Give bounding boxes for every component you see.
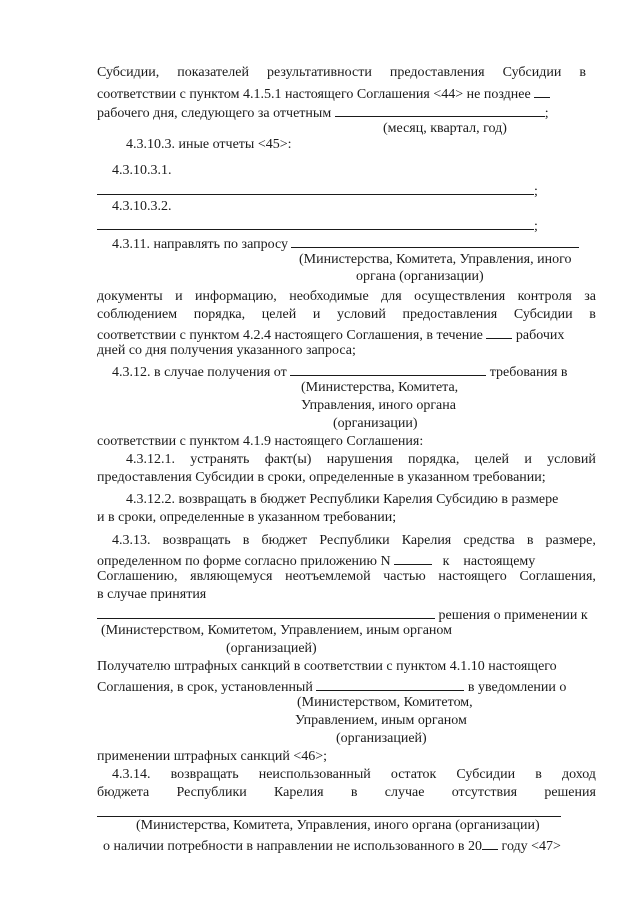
text-line: ; xyxy=(97,180,538,201)
field-caption: (Министерства, Комитета, xyxy=(301,380,459,395)
field-caption: (организацией) xyxy=(226,641,317,656)
text-line: Соглашению, являющемуся неотъемлемой частью настоящего Соглашения, xyxy=(97,569,596,584)
text-line: применении штрафных санкций <46>; xyxy=(97,749,328,764)
blank-field[interactable] xyxy=(97,215,534,230)
text-line: предоставления Субсидии в сроки, определенные в указанном требовании; xyxy=(97,470,546,485)
text-line: определенном по форме согласно приложению N к настоящему xyxy=(97,550,535,571)
text-line: 4.3.11. направлять по запросу xyxy=(112,233,579,254)
authority-blank-field[interactable] xyxy=(97,802,561,817)
field-caption: (организации) xyxy=(333,416,418,431)
field-caption: (Министерства, Комитета, Управления, иного xyxy=(299,252,572,267)
text-line: 4.3.12.2. возвращать в бюджет Республики Карелия Субсидию в размере xyxy=(126,492,559,507)
text-line: о наличии потребности в направлении не использованного в 20 году <47> xyxy=(103,835,561,856)
text-line: соответствии с пунктом 4.1.9 настоящего Соглашения: xyxy=(97,434,424,449)
authority-blank-field[interactable] xyxy=(290,361,486,376)
text-line: соответствии с пунктом 4.2.4 настоящего Соглашения, в течение рабочих xyxy=(97,324,564,345)
text-line: рабочего дня, следующего за отчетным ; xyxy=(97,102,549,123)
text-line: документы и информацию, необходимые для осуществления контроля за xyxy=(97,289,596,304)
text-line: Соглашения, в срок, установленный в уведомлении о xyxy=(97,676,566,697)
field-caption: (Министерством, Комитетом, Управлением, иным органом xyxy=(101,623,453,638)
period-blank-field[interactable] xyxy=(335,102,545,117)
blank-field[interactable] xyxy=(97,180,534,195)
text-line: Получателю штрафных санкций в соответствии с пунктом 4.1.10 настоящего xyxy=(97,659,557,674)
text-line: ; xyxy=(97,215,538,236)
authority-blank-field[interactable] xyxy=(291,233,579,248)
year-blank-field[interactable] xyxy=(482,835,498,850)
field-caption: (месяц, квартал, год) xyxy=(383,121,507,136)
appendix-number-field[interactable] xyxy=(394,550,432,565)
text-line: 4.3.12.1. устранять факт(ы) нарушения порядка, целей и условий xyxy=(126,452,596,467)
field-caption: (организацией) xyxy=(336,731,427,746)
text-line: соблюдением порядка, целей и условий предоставления Субсидии в xyxy=(97,307,596,322)
text-line: бюджета Республики Карелия в случае отсутствия решения xyxy=(97,785,596,800)
clause-heading: 4.3.10.3. иные отчеты <45>: xyxy=(126,137,292,152)
text-line: в случае принятия xyxy=(97,587,207,602)
field-caption: (Министерства, Комитета, Управления, иного органа (организации) xyxy=(136,818,540,833)
text-line: 4.3.12. в случае получения от требования в xyxy=(112,361,568,382)
clause-number: 4.3.10.3.2. xyxy=(112,199,172,214)
field-caption: Управления, иного органа xyxy=(301,398,456,413)
field-caption: органа (организации) xyxy=(356,269,484,284)
clause-number: 4.3.10.3.1. xyxy=(112,163,172,178)
authority-blank-field[interactable] xyxy=(97,604,435,619)
field-caption: Управлением, иным органом xyxy=(295,713,467,728)
days-blank-field[interactable] xyxy=(486,324,512,339)
text-line: 4.3.14. возвращать неиспользованный остаток Субсидии в доход xyxy=(112,767,596,782)
text-line: дней со дня получения указанного запроса; xyxy=(97,343,356,358)
blank-field[interactable] xyxy=(534,83,550,98)
text-line: Субсидии, показателей результативности предоставления Субсидии в xyxy=(97,65,586,80)
text-line: соответствии с пунктом 4.1.5.1 настоящего Соглашения <44> не позднее xyxy=(97,83,550,104)
text-line: и в сроки, определенные в указанном требовании; xyxy=(97,510,397,525)
deadline-blank-field[interactable] xyxy=(316,676,464,691)
field-caption: (Министерством, Комитетом, xyxy=(297,695,473,710)
text-line: 4.3.13. возвращать в бюджет Республики Карелия средства в размере, xyxy=(112,533,596,548)
text-line: решения о применении к xyxy=(97,604,588,625)
